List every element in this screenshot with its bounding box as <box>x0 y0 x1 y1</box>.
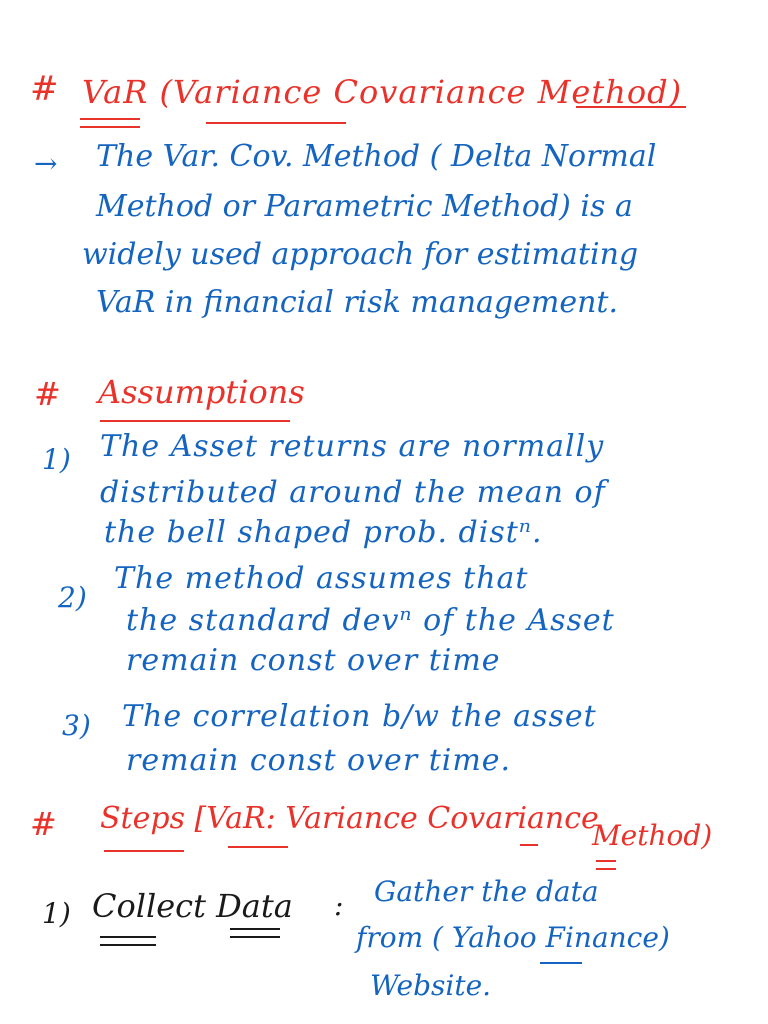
intro-line: Method or Parametric Method) is a <box>96 189 633 224</box>
intro-line: VaR in financial risk management. <box>96 285 618 320</box>
step-description-line: Website. <box>370 969 492 1002</box>
assumption-line: remain const over time <box>126 643 501 678</box>
heading-hash: # <box>34 375 61 413</box>
arrow-icon: → <box>34 147 58 180</box>
underline <box>100 936 156 938</box>
underline <box>576 106 686 108</box>
step-description-line: Gather the data <box>374 875 599 908</box>
step-number: 1) <box>42 897 71 930</box>
item-number: 1) <box>42 443 71 476</box>
assumption-line: remain const over time. <box>126 743 512 778</box>
heading-hash: # <box>30 805 57 843</box>
underline <box>100 944 156 946</box>
underline <box>540 962 582 964</box>
underline <box>206 122 346 124</box>
heading-assumptions: Assumptions <box>98 373 305 411</box>
underline <box>230 928 280 930</box>
assumption-line: the standard devⁿ of the Asset <box>126 603 615 638</box>
underline <box>80 118 140 120</box>
heading-hash: # <box>30 69 59 109</box>
item-number: 2) <box>58 581 87 614</box>
underline <box>596 860 616 862</box>
step-label: Collect Data <box>92 887 293 925</box>
intro-line: The Var. Cov. Method ( Delta Normal <box>96 139 657 174</box>
assumption-line: distributed around the mean of <box>100 475 606 510</box>
underline <box>230 936 280 938</box>
heading-steps: Steps [VaR: Variance Covariance <box>100 801 599 836</box>
underline <box>520 844 538 846</box>
assumption-line: the bell shaped prob. distⁿ. <box>104 515 543 550</box>
underline <box>80 126 140 128</box>
underline <box>228 846 288 848</box>
heading-var-method: VaR (Variance Covariance Method) <box>82 73 683 111</box>
assumption-line: The correlation b/w the asset <box>122 699 597 734</box>
underline <box>596 868 616 870</box>
assumption-line: The Asset returns are normally <box>100 429 605 464</box>
underline <box>104 850 184 852</box>
item-number: 3) <box>62 709 91 742</box>
assumption-line: The method assumes that <box>114 561 529 596</box>
underline <box>100 420 290 422</box>
step-description-line: from ( Yahoo Finance) <box>356 921 670 954</box>
heading-steps-cont: Method) <box>592 819 713 852</box>
step-colon: : <box>334 889 344 922</box>
intro-line: widely used approach for estimating <box>82 237 639 272</box>
